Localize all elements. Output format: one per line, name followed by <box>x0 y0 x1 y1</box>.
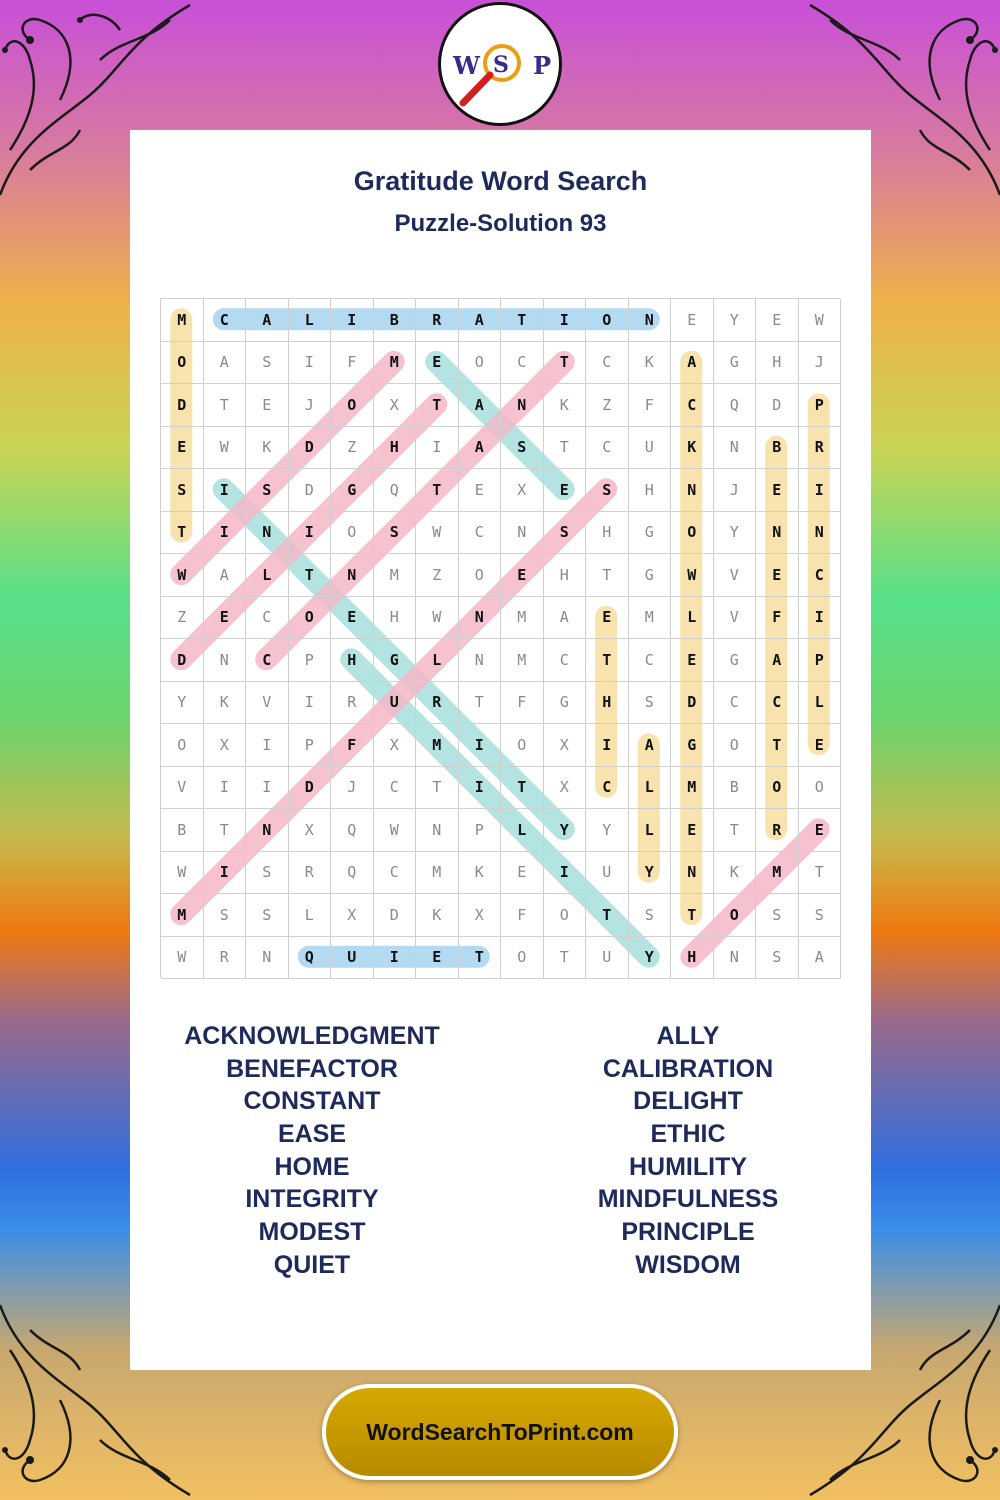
grid-cell[interactable]: V <box>161 767 204 810</box>
grid-cell[interactable]: Y <box>586 809 629 852</box>
grid-cell[interactable]: K <box>671 427 714 470</box>
word-search-grid <box>160 298 840 978</box>
grid-cell[interactable]: H <box>756 342 799 385</box>
grid-cell[interactable]: C <box>799 554 842 597</box>
grid-cell[interactable]: Z <box>586 384 629 427</box>
grid-cell[interactable]: J <box>714 469 757 512</box>
grid-cell[interactable]: I <box>289 512 332 555</box>
grid-cell[interactable]: O <box>501 724 544 767</box>
grid-cell[interactable]: H <box>331 639 374 682</box>
grid-cell[interactable]: T <box>544 342 587 385</box>
grid-cell[interactable]: I <box>204 512 247 555</box>
grid-cell[interactable]: M <box>501 597 544 640</box>
grid-cell[interactable]: N <box>671 469 714 512</box>
grid-cell[interactable]: L <box>501 809 544 852</box>
word-list-item: ALLY <box>656 1022 720 1050</box>
grid-cell[interactable]: I <box>204 852 247 895</box>
grid-cell[interactable]: T <box>459 682 502 725</box>
grid-cell[interactable]: N <box>714 937 757 980</box>
grid-cell[interactable]: S <box>204 894 247 937</box>
grid-cell[interactable]: S <box>629 682 672 725</box>
grid-cell[interactable]: S <box>799 894 842 937</box>
site-label: WordSearchToPrint.com <box>366 1418 634 1445</box>
grid-cell[interactable]: O <box>331 384 374 427</box>
grid-cell[interactable]: S <box>246 342 289 385</box>
grid-cell[interactable]: T <box>586 639 629 682</box>
grid-cell[interactable]: F <box>629 384 672 427</box>
grid-cell[interactable]: C <box>246 597 289 640</box>
word-list-item: INTEGRITY <box>245 1185 379 1214</box>
grid-cell[interactable]: T <box>289 554 332 597</box>
grid-cell[interactable]: I <box>544 852 587 895</box>
grid-cell[interactable]: E <box>756 554 799 597</box>
grid-cell[interactable]: L <box>289 299 332 342</box>
word-list-item: HOME <box>274 1152 350 1181</box>
grid-cell[interactable]: E <box>501 852 544 895</box>
grid-cell[interactable]: T <box>714 809 757 852</box>
grid-cell[interactable]: W <box>161 554 204 597</box>
grid-cell[interactable]: T <box>544 937 587 980</box>
word-list-item: WISDOM <box>635 1250 741 1279</box>
site-link-button[interactable] <box>322 1384 678 1480</box>
grid-cell[interactable]: E <box>756 299 799 342</box>
letter-grid <box>160 298 840 978</box>
grid-cell[interactable]: L <box>671 597 714 640</box>
grid-cell[interactable]: I <box>246 724 289 767</box>
grid-cell[interactable]: O <box>671 512 714 555</box>
grid-cell[interactable]: W <box>161 937 204 980</box>
grid-cell[interactable]: K <box>246 427 289 470</box>
grid-cell[interactable]: S <box>629 894 672 937</box>
grid-cell[interactable]: G <box>714 639 757 682</box>
grid-cell[interactable]: C <box>374 767 417 810</box>
word-list-item: HUMILITY <box>628 1152 748 1181</box>
grid-cell[interactable]: I <box>799 597 842 640</box>
grid-cell[interactable]: T <box>459 937 502 980</box>
grid-cell[interactable]: R <box>416 682 459 725</box>
grid-cell[interactable]: Z <box>416 554 459 597</box>
grid-cell[interactable]: N <box>331 554 374 597</box>
grid-cell[interactable]: C <box>586 427 629 470</box>
grid-cell[interactable]: C <box>671 384 714 427</box>
grid-cell[interactable]: M <box>629 597 672 640</box>
grid-cell[interactable]: E <box>671 639 714 682</box>
grid-cell[interactable]: J <box>331 767 374 810</box>
grid-cell[interactable]: S <box>374 512 417 555</box>
grid-cell[interactable]: L <box>246 554 289 597</box>
grid-cell[interactable]: P <box>289 639 332 682</box>
grid-cell[interactable]: P <box>799 639 842 682</box>
page-title: Gratitude Word Search <box>353 166 648 196</box>
grid-cell[interactable]: E <box>799 724 842 767</box>
logo-letter-p: P <box>533 51 552 80</box>
grid-cell[interactable]: E <box>501 554 544 597</box>
grid-cell[interactable]: G <box>629 554 672 597</box>
grid-cell[interactable]: F <box>756 597 799 640</box>
grid-cell[interactable]: R <box>204 937 247 980</box>
grid-cell[interactable]: U <box>629 427 672 470</box>
grid-cell[interactable]: X <box>501 469 544 512</box>
grid-cell[interactable]: E <box>671 299 714 342</box>
grid-cell[interactable]: D <box>161 639 204 682</box>
grid-cell[interactable]: G <box>544 682 587 725</box>
grid-cell[interactable]: N <box>756 512 799 555</box>
grid-cell[interactable]: G <box>374 639 417 682</box>
grid-cell[interactable]: P <box>799 384 842 427</box>
grid-cell[interactable]: N <box>501 512 544 555</box>
grid-cell[interactable]: C <box>629 639 672 682</box>
grid-cell[interactable]: V <box>714 597 757 640</box>
grid-cell[interactable]: X <box>544 767 587 810</box>
grid-cell[interactable]: G <box>714 342 757 385</box>
grid-cell[interactable]: O <box>459 342 502 385</box>
grid-cell[interactable]: E <box>459 469 502 512</box>
grid-cell[interactable]: Y <box>714 512 757 555</box>
logo-letter-s: S <box>493 52 509 78</box>
grid-cell[interactable]: N <box>671 852 714 895</box>
word-list-item: MINDFULNESS <box>597 1185 779 1214</box>
grid-cell[interactable]: C <box>246 639 289 682</box>
grid-cell[interactable]: O <box>544 894 587 937</box>
grid-cell[interactable]: S <box>161 469 204 512</box>
grid-cell[interactable]: K <box>544 384 587 427</box>
grid-cell[interactable]: A <box>671 342 714 385</box>
grid-cell[interactable]: C <box>756 682 799 725</box>
grid-cell[interactable]: M <box>416 724 459 767</box>
grid-cell[interactable]: Q <box>289 937 332 980</box>
grid-cell[interactable]: T <box>501 299 544 342</box>
grid-cell[interactable]: E <box>799 809 842 852</box>
grid-cell[interactable]: X <box>331 894 374 937</box>
grid-cell[interactable]: I <box>544 299 587 342</box>
grid-cell[interactable]: X <box>204 724 247 767</box>
grid-cell[interactable]: A <box>544 597 587 640</box>
grid-cell[interactable]: M <box>374 554 417 597</box>
grid-cell[interactable]: N <box>459 639 502 682</box>
grid-cell[interactable]: O <box>501 937 544 980</box>
grid-cell[interactable]: T <box>756 724 799 767</box>
grid-cell[interactable]: M <box>501 639 544 682</box>
grid-cell[interactable]: V <box>714 554 757 597</box>
grid-cell[interactable]: C <box>501 342 544 385</box>
grid-cell[interactable]: C <box>204 299 247 342</box>
grid-cell[interactable]: U <box>586 937 629 980</box>
grid-cell[interactable]: X <box>459 894 502 937</box>
grid-cell[interactable]: K <box>714 852 757 895</box>
grid-cell[interactable]: I <box>459 767 502 810</box>
grid-cell[interactable]: M <box>161 894 204 937</box>
grid-cell[interactable]: T <box>671 894 714 937</box>
grid-cell[interactable]: M <box>374 342 417 385</box>
grid-cell[interactable]: N <box>416 809 459 852</box>
grid-cell[interactable]: J <box>289 384 332 427</box>
grid-cell[interactable]: C <box>459 512 502 555</box>
grid-cell[interactable]: D <box>289 469 332 512</box>
grid-cell[interactable]: W <box>161 852 204 895</box>
grid-cell[interactable]: W <box>799 299 842 342</box>
grid-cell[interactable]: B <box>756 427 799 470</box>
grid-cell[interactable]: R <box>331 682 374 725</box>
grid-cell[interactable]: N <box>799 512 842 555</box>
grid-cell[interactable]: K <box>459 852 502 895</box>
grid-cell[interactable]: H <box>544 554 587 597</box>
grid-cell[interactable]: D <box>756 384 799 427</box>
grid-cell[interactable]: N <box>246 512 289 555</box>
grid-cell[interactable]: L <box>416 639 459 682</box>
grid-cell[interactable]: A <box>246 299 289 342</box>
grid-cell[interactable]: Q <box>714 384 757 427</box>
grid-cell[interactable]: D <box>374 894 417 937</box>
grid-cell[interactable]: O <box>161 724 204 767</box>
grid-cell[interactable]: I <box>204 767 247 810</box>
grid-cell[interactable]: I <box>416 427 459 470</box>
word-list-item: ETHIC <box>650 1120 726 1149</box>
grid-cell[interactable]: L <box>629 809 672 852</box>
grid-cell[interactable]: T <box>501 767 544 810</box>
grid-cell[interactable]: W <box>374 809 417 852</box>
grid-cell[interactable]: W <box>671 554 714 597</box>
grid-cell[interactable]: T <box>586 554 629 597</box>
grid-cell[interactable]: X <box>374 724 417 767</box>
grid-cell[interactable]: M <box>671 767 714 810</box>
grid-cell[interactable]: I <box>246 767 289 810</box>
grid-cell[interactable]: I <box>374 937 417 980</box>
grid-cell[interactable]: O <box>714 894 757 937</box>
word-list-left <box>132 1020 492 1282</box>
grid-cell[interactable]: L <box>799 682 842 725</box>
grid-cell[interactable]: N <box>204 639 247 682</box>
grid-cell[interactable]: R <box>799 427 842 470</box>
grid-cell[interactable]: C <box>714 682 757 725</box>
grid-cell[interactable]: K <box>629 342 672 385</box>
grid-cell[interactable]: O <box>331 512 374 555</box>
logo-letter-w: W <box>453 51 480 80</box>
grid-cell[interactable]: X <box>289 809 332 852</box>
grid-cell[interactable]: G <box>331 469 374 512</box>
grid-cell[interactable]: B <box>714 767 757 810</box>
word-list-item: PRINCIPLE <box>621 1218 755 1247</box>
word-list-item: EASE <box>277 1120 347 1149</box>
grid-cell[interactable]: S <box>501 427 544 470</box>
grid-cell[interactable]: A <box>459 384 502 427</box>
grid-cell[interactable]: N <box>501 384 544 427</box>
grid-cell[interactable]: Y <box>629 852 672 895</box>
grid-cell[interactable]: K <box>204 682 247 725</box>
grid-cell[interactable]: I <box>289 682 332 725</box>
grid-cell[interactable]: L <box>629 767 672 810</box>
grid-cell[interactable]: A <box>799 937 842 980</box>
word-list-item: QUIET <box>273 1250 351 1279</box>
grid-cell[interactable]: E <box>756 469 799 512</box>
grid-cell[interactable]: T <box>204 809 247 852</box>
grid-cell[interactable]: I <box>459 724 502 767</box>
grid-cell[interactable]: N <box>459 597 502 640</box>
grid-cell[interactable]: T <box>204 384 247 427</box>
grid-cell[interactable]: E <box>416 342 459 385</box>
grid-cell[interactable]: O <box>586 299 629 342</box>
grid-cell[interactable]: Y <box>544 809 587 852</box>
grid-cell[interactable]: O <box>714 724 757 767</box>
page-subtitle: Puzzle-Solution 93 <box>394 210 607 237</box>
grid-cell[interactable]: U <box>586 852 629 895</box>
word-list-item: CONSTANT <box>243 1087 381 1116</box>
grid-cell[interactable]: L <box>289 894 332 937</box>
grid-cell[interactable]: D <box>671 682 714 725</box>
grid-cell[interactable]: C <box>374 852 417 895</box>
grid-cell[interactable]: K <box>416 894 459 937</box>
grid-cell[interactable]: A <box>629 724 672 767</box>
grid-cell[interactable]: F <box>331 342 374 385</box>
grid-cell[interactable]: E <box>671 809 714 852</box>
grid-cell[interactable]: H <box>586 682 629 725</box>
grid-cell[interactable]: Q <box>374 469 417 512</box>
grid-cell[interactable]: F <box>501 894 544 937</box>
grid-cell[interactable]: A <box>204 342 247 385</box>
grid-cell[interactable]: W <box>416 512 459 555</box>
grid-cell[interactable]: E <box>161 427 204 470</box>
grid-cell[interactable]: F <box>501 682 544 725</box>
grid-cell[interactable]: N <box>629 299 672 342</box>
grid-cell[interactable]: E <box>416 937 459 980</box>
grid-cell[interactable]: S <box>246 852 289 895</box>
grid-cell[interactable]: N <box>246 937 289 980</box>
grid-cell[interactable]: R <box>416 299 459 342</box>
grid-cell[interactable]: S <box>756 894 799 937</box>
word-list-item: BENEFACTOR <box>226 1054 398 1083</box>
grid-cell[interactable]: H <box>374 597 417 640</box>
grid-cell[interactable]: T <box>416 469 459 512</box>
grid-cell[interactable]: I <box>586 724 629 767</box>
grid-cell[interactable]: O <box>799 767 842 810</box>
grid-cell[interactable]: G <box>671 724 714 767</box>
grid-cell[interactable]: D <box>161 384 204 427</box>
grid-cell[interactable]: X <box>374 384 417 427</box>
grid-cell[interactable]: T <box>161 512 204 555</box>
grid-cell[interactable]: O <box>289 597 332 640</box>
grid-cell[interactable]: I <box>289 342 332 385</box>
grid-cell[interactable]: H <box>671 937 714 980</box>
grid-cell[interactable]: Q <box>331 852 374 895</box>
grid-cell[interactable]: T <box>416 767 459 810</box>
grid-cell[interactable]: X <box>544 724 587 767</box>
grid-cell[interactable]: H <box>374 427 417 470</box>
grid-cell[interactable]: C <box>586 342 629 385</box>
grid-cell[interactable]: B <box>161 809 204 852</box>
grid-cell[interactable]: T <box>586 894 629 937</box>
grid-cell[interactable]: H <box>629 469 672 512</box>
grid-cell[interactable]: H <box>586 512 629 555</box>
grid-cell[interactable]: A <box>756 639 799 682</box>
grid-cell[interactable]: B <box>374 299 417 342</box>
grid-cell[interactable]: A <box>204 554 247 597</box>
grid-cell[interactable]: Q <box>331 809 374 852</box>
grid-cell[interactable]: Y <box>161 682 204 725</box>
grid-cell[interactable]: I <box>799 469 842 512</box>
grid-cell[interactable]: V <box>246 682 289 725</box>
grid-cell[interactable]: E <box>544 469 587 512</box>
wsp-logo[interactable] <box>438 2 562 126</box>
grid-cell[interactable]: Y <box>629 937 672 980</box>
grid-cell[interactable]: Y <box>714 299 757 342</box>
grid-cell[interactable]: I <box>331 299 374 342</box>
grid-cell[interactable]: M <box>756 852 799 895</box>
grid-cell[interactable]: W <box>204 427 247 470</box>
grid-cell[interactable]: T <box>416 384 459 427</box>
word-list-item: ACKNOWLEDGMENT <box>184 1022 440 1050</box>
grid-cell[interactable]: F <box>331 724 374 767</box>
grid-cell[interactable]: S <box>586 469 629 512</box>
grid-cell[interactable]: E <box>204 597 247 640</box>
grid-cell[interactable]: T <box>799 852 842 895</box>
grid-cell[interactable]: S <box>544 512 587 555</box>
grid-cell[interactable]: I <box>204 469 247 512</box>
grid-cell[interactable]: R <box>289 852 332 895</box>
grid-cell[interactable]: S <box>246 894 289 937</box>
grid-cell[interactable]: M <box>416 852 459 895</box>
grid-cell[interactable]: O <box>459 554 502 597</box>
grid-cell[interactable]: D <box>289 767 332 810</box>
grid-cell[interactable]: N <box>714 427 757 470</box>
grid-cell[interactable]: P <box>459 809 502 852</box>
grid-cell[interactable]: O <box>161 342 204 385</box>
grid-cell[interactable]: U <box>331 937 374 980</box>
grid-cell[interactable]: J <box>799 342 842 385</box>
grid-cell[interactable]: R <box>756 809 799 852</box>
grid-cell[interactable]: E <box>586 597 629 640</box>
grid-cell[interactable]: S <box>246 469 289 512</box>
grid-cell[interactable]: Z <box>331 427 374 470</box>
grid-cell[interactable]: C <box>544 639 587 682</box>
grid-cell[interactable]: A <box>459 299 502 342</box>
grid-cell[interactable]: O <box>756 767 799 810</box>
grid-cell[interactable]: Z <box>161 597 204 640</box>
grid-cell[interactable]: E <box>246 384 289 427</box>
grid-cell[interactable]: U <box>374 682 417 725</box>
grid-cell[interactable]: C <box>586 767 629 810</box>
grid-cell[interactable]: A <box>459 427 502 470</box>
grid-cell[interactable]: T <box>544 427 587 470</box>
grid-cell[interactable]: G <box>629 512 672 555</box>
word-list-item: DELIGHT <box>633 1087 743 1116</box>
word-list-item: CALIBRATION <box>602 1054 774 1083</box>
grid-cell[interactable]: E <box>331 597 374 640</box>
grid-cell[interactable]: M <box>161 299 204 342</box>
grid-cell[interactable]: P <box>289 724 332 767</box>
word-list-right <box>508 1020 868 1282</box>
grid-cell[interactable]: D <box>289 427 332 470</box>
grid-cell[interactable]: W <box>416 597 459 640</box>
grid-cell[interactable]: N <box>246 809 289 852</box>
word-list-item: MODEST <box>258 1218 366 1247</box>
grid-cell[interactable]: S <box>756 937 799 980</box>
